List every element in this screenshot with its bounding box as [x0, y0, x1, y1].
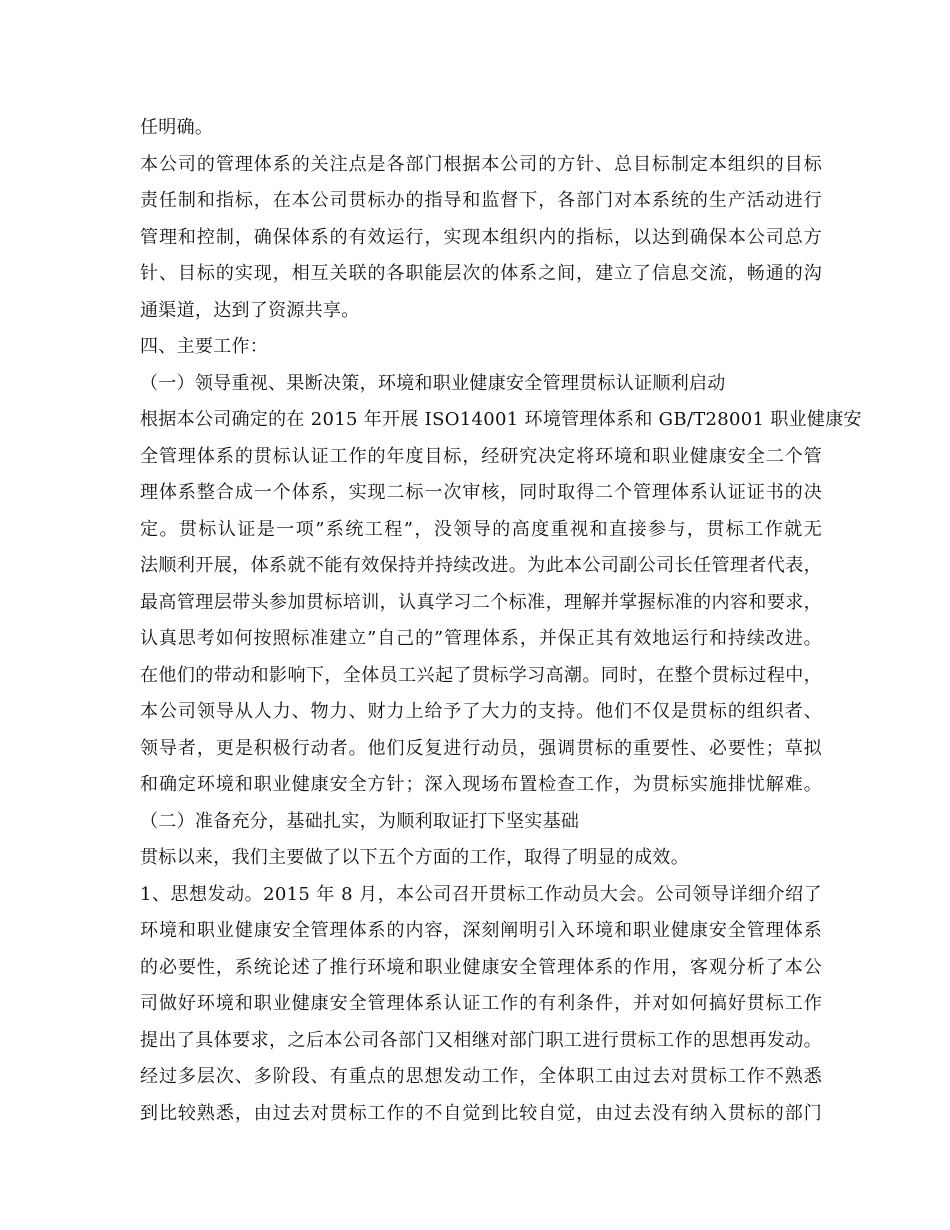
text-line: 全管理体系的贯标认证工作的年度目标，经研究决定将环境和职业健康安全二个管 [140, 445, 822, 467]
text-line: 针、目标的实现，相互关联的各职能层次的体系之间，建立了信息交流，畅通的沟 [140, 263, 822, 284]
text-line: 根据本公司确定的在 2015 年开展 ISO14001 环境管理体系和 GB/T28001 职业健康安 [140, 409, 862, 430]
text-line: 贯标以来，我们主要做了以下五个方面的工作，取得了明显的成效。 [140, 847, 689, 868]
text-line: 环境和职业健康安全管理体系的内容，深刻阐明引入环境和职业健康安全管理体系 [140, 920, 822, 941]
text-line: 任明确。 [140, 117, 214, 138]
text-line: 理体系整合成一个体系，实现二标一次审核，同时取得二个管理体系认证证书的决 [140, 482, 822, 503]
text-line: 的必要性，系统论述了推行环境和职业健康安全管理体系的作用，客观分析了本公 [140, 956, 822, 978]
text-line: 责任制和指标，在本公司贯标办的指导和监督下，各部门对本系统的生产活动进行 [140, 190, 822, 211]
section-heading: 四、主要工作： [140, 336, 269, 357]
text-line: 到比较熟悉，由过去对贯标工作的不自觉到比较自觉，由过去没有纳入贯标的部门 [140, 1102, 822, 1124]
text-line: 法顺利开展，体系就不能有效保持并持续改进。为此本公司副公司长任管理者代表， [140, 555, 822, 576]
text-line: 1、思想发动。2015 年 8 月，本公司召开贯标工作动员大会。公司领导详细介绍了 [140, 883, 822, 905]
subsection-heading: （二）准备充分，基础扎实，为顺利取证打下坚实基础 [140, 810, 580, 832]
text-line: 提出了具体要求，之后本公司各部门又相继对部门职工进行贯标工作的思想再发动。 [140, 1029, 822, 1051]
text-line: 管理和控制，确保体系的有效运行，实现本组织内的指标，以达到确保本公司总方 [140, 226, 822, 248]
text-line: 最高管理层带头参加贯标培训，认真学习二个标准，理解并掌握标准的内容和要求， [140, 591, 822, 613]
text-line: 领导者，更是积极行动者。他们反复进行动员，强调贯标的重要性、必要性；草拟 [140, 737, 822, 759]
subsection-heading: （一）领导重视、果断决策，环境和职业健康安全管理贯标认证顺利启动 [140, 372, 726, 394]
text-line: 定。贯标认证是一项”系统工程”，没领导的高度重视和直接参与，贯标工作就无 [140, 518, 822, 540]
text-line: 经过多层次、多阶段、有重点的思想发动工作，全体职工由过去对贯标工作不熟悉 [140, 1066, 822, 1087]
text-line: 司做好环境和职业健康安全管理体系认证工作的有利条件，并对如何搞好贯标工作 [140, 993, 822, 1014]
text-line: 认真思考如何按照标准建立”自己的”管理体系，并保正其有效地运行和持续改进。 [140, 628, 822, 649]
text-line: 和确定环境和职业健康安全方针；深入现场布置检查工作，为贯标实施排忧解难。 [140, 774, 822, 795]
text-line: 在他们的带动和影响下，全体员工兴起了贯标学习高潮。同时，在整个贯标过程中， [140, 664, 822, 686]
text-line: 通渠道，达到了资源共享。 [140, 299, 360, 321]
text-line: 本公司的管理体系的关注点是各部门根据本公司的方针、总目标制定本组织的目标 [140, 153, 822, 175]
text-line: 本公司领导从人力、物力、财力上给予了大力的支持。他们不仅是贯标的组织者、 [140, 701, 822, 722]
document-body [140, 110, 862, 1132]
